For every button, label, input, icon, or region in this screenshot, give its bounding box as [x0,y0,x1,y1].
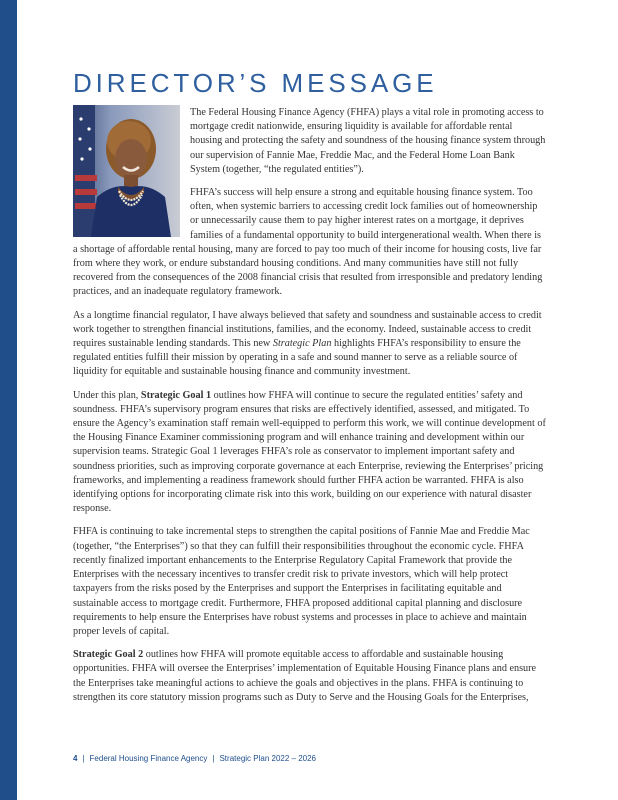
message-body [73,106,547,714]
strategic-plan-title: Strategic Plan [272,338,332,350]
paragraph-3: As a longtime financial regulator, I have always believed that safety and soundness and sustainable access to credit work together to strengthen financial institutions, families, and the economy. Indeed, sustainable access to credit requires sustainable lending standards. This new Strategic Plan highlights FHFA’s responsibility to ensure the regulated entities fulfill their mission by operating in a safe and sound manner to serve as a reliable source of liquidity for equitable and sustainable housing finance and community investment. [73,309,542,378]
footer-separator: | [82,754,85,763]
page-title: DIRECTOR’S MESSAGE [73,68,438,98]
footer-separator: | [212,754,215,763]
photo-wrap-spacer [73,106,190,240]
paragraph-1: The Federal Housing Finance Agency (FHFA) plays a vital role in promoting access to mortgage credit nationwide, ensuring liquidity is available for affordable rental housing and protecting the safety and soundness of the housing finance system through our supervision of Fannie Mae, Freddie Mac, and the Federal Home Loan Bank System (together, “the regulated entities”). [190,107,546,175]
left-color-bar [0,0,17,800]
paragraph-2: FHFA’s success will help ensure a strong and equitable housing finance system. Too often, when systemic barriers to accessing credit lock families out of homeownership or unnecessarily cause them to pay higher interest rates on a mortgage, it deprives families of a fundamental opportunity to build intergenerational wealth. When there is a shortage of affordable rental housing, many are forced to pay too much of their income for housing costs, live far from where they work, or endure substandard housing conditions. And many communities have still not fully recovered from the consequences of the 2008 financial crisis that resulted from irresponsible and predatory lending practices, and an inadequate regulatory framework. [73,187,543,298]
paragraph-4: Under this plan, Strategic Goal 1 outlines how FHFA will continue to secure the regulated entities’ safety and soundness. FHFA’s supervisory program ensures that risks are effectively identified, assessed, and mitigated. To ensure the Agency’s examination staff remain well-equipped to perform this work, we will continue development of the Housing Finance Examiner commissioning program and will enhance training and development within our supervision teams. Strategic Goal 1 leverages FHFA’s role as conservator to implement important safety and soundness priorities, such as improving corporate governance at each Enterprise, reviewing the Enterprises’ pricing frameworks, and implementing a readiness framework should further FHFA action be warranted. FHFA is also identifying options for incorporating climate risk into this work, building on our experience with natural disaster response. [73,389,546,515]
strategic-goal-2-label: Strategic Goal 2 [73,649,144,661]
paragraph-6: Strategic Goal 2 outlines how FHFA will promote equitable access to affordable and sustainable housing opportunities. FHFA will oversee the Enterprises’ implementation of Equitable Housing Finance plans and ensure the Enterprises take meaningful actions to achieve the goals and objectives in the plans. FHFA is continuing to strengthen its core statutory mission programs such as Duty to Serve and the Housing Goals for the Enterprises, [73,649,537,703]
paragraph-5: FHFA is continuing to take incremental steps to strengthen the capital positions of Fannie Mae and Freddie Mac (together, “the Enterprises”) so that they can fulfill their responsibilities throughout the economic cycle. FHFA recently finalized important enhancements to the Enterprise Regulatory Capital Framework that provide the Enterprises with the necessary incentives to transfer credit risk to private investors, which will help protect taxpayers from the risks posed by the Enterprises and support the Enterprises in facilitating equitable and sustainable access to mortgage credit. Furthermore, FHFA proposed additional capital planning and disclosure requirements to help ensure the Enterprises have robust systems and processes in place to achieve and maintain proper levels of capital. [73,526,530,637]
strategic-goal-1-label: Strategic Goal 1 [140,389,212,401]
footer-agency: Federal Housing Finance Agency [89,754,208,763]
page-number: 4 [73,754,78,763]
page-footer [73,754,316,763]
footer-plan: Strategic Plan 2022 – 2026 [219,754,316,763]
